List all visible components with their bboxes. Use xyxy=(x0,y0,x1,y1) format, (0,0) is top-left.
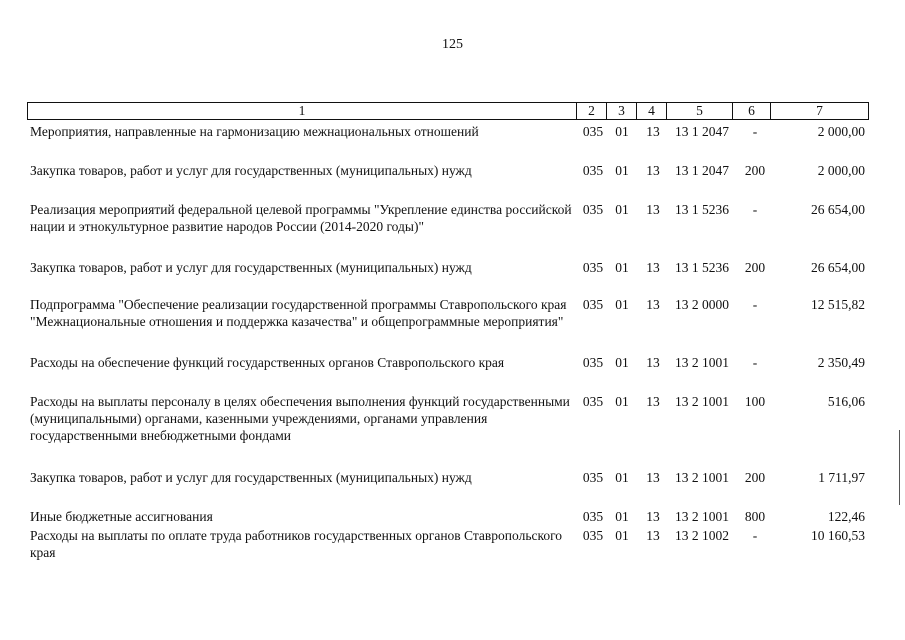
row-amount: 10 160,53 xyxy=(811,528,865,543)
row-code-expense-type: 200 xyxy=(744,260,766,275)
row-code-target: 13 2 1001 xyxy=(675,355,729,370)
column-header-row xyxy=(28,103,869,120)
row-code-expense-type: - xyxy=(752,297,758,312)
row-code-subsection: 13 xyxy=(646,528,660,543)
row-amount: 12 515,82 xyxy=(811,297,865,312)
row-code-expense-type: - xyxy=(752,124,758,139)
row-description: Расходы на обеспечение функций государственных органов Ставропольского края xyxy=(30,355,505,370)
row-code-subsection: 13 xyxy=(646,124,660,139)
column-header-1: 1 xyxy=(28,103,577,120)
column-header-7: 7 xyxy=(771,103,869,120)
row-code-ministry: 035 xyxy=(582,202,604,217)
page-number: 125 xyxy=(442,37,463,52)
row-amount: 26 654,00 xyxy=(811,260,865,275)
row-code-subsection: 13 xyxy=(646,509,660,524)
row-amount: 1 711,97 xyxy=(818,470,865,485)
row-code-target: 13 1 2047 xyxy=(675,163,729,178)
row-description: Закупка товаров, работ и услуг для государственных (муниципальных) нужд xyxy=(30,470,472,485)
scan-margin-line xyxy=(899,430,900,505)
row-amount: 122,46 xyxy=(827,509,865,524)
column-header-3: 3 xyxy=(607,103,637,120)
row-code-target: 13 1 5236 xyxy=(675,260,729,275)
column-header-table xyxy=(27,102,869,120)
column-header-2: 2 xyxy=(577,103,607,120)
row-description: Закупка товаров, работ и услуг для государственных (муниципальных) нужд xyxy=(30,163,472,178)
row-code-subsection: 13 xyxy=(646,163,660,178)
row-code-expense-type: - xyxy=(752,202,758,217)
row-description: Расходы на выплаты персоналу в целях обеспечения выполнения функций государственными (муниципальными) органами, казенными учреждениями, органами управления государственными внебюджетными фондами xyxy=(30,394,570,443)
row-amount: 2 000,00 xyxy=(817,124,865,139)
row-code-subsection: 13 xyxy=(646,202,660,217)
row-code-section: 01 xyxy=(615,355,629,370)
row-code-target: 13 1 5236 xyxy=(675,202,729,217)
row-description: Закупка товаров, работ и услуг для государственных (муниципальных) нужд xyxy=(30,260,472,275)
row-code-target: 13 2 1001 xyxy=(675,394,729,409)
row-code-section: 01 xyxy=(615,202,629,217)
row-code-expense-type: 200 xyxy=(744,470,766,485)
row-description: Иные бюджетные ассигнования xyxy=(30,509,213,524)
row-description: Подпрограмма "Обеспечение реализации государственной программы Ставропольского края "Межнациональные отношения и поддержка казачества" и общепрограммные мероприятия" xyxy=(30,297,567,329)
row-description: Мероприятия, направленные на гармонизацию межнациональных отношений xyxy=(30,124,479,139)
column-header-5: 5 xyxy=(667,103,733,120)
row-code-subsection: 13 xyxy=(646,355,660,370)
row-code-target: 13 2 0000 xyxy=(675,297,729,312)
row-code-target: 13 2 1002 xyxy=(675,528,729,543)
row-code-expense-type: - xyxy=(752,355,758,370)
row-code-section: 01 xyxy=(615,394,629,409)
column-header-4: 4 xyxy=(637,103,667,120)
row-amount: 516,06 xyxy=(827,394,865,409)
row-code-expense-type: 800 xyxy=(744,509,766,524)
row-code-ministry: 035 xyxy=(582,528,604,543)
row-code-ministry: 035 xyxy=(582,470,604,485)
row-code-section: 01 xyxy=(615,163,629,178)
row-description: Расходы на выплаты по оплате труда работников государственных органов Ставропольского края xyxy=(30,528,563,560)
row-code-ministry: 035 xyxy=(582,260,604,275)
row-code-ministry: 035 xyxy=(582,509,604,524)
row-code-expense-type: - xyxy=(752,528,758,543)
row-code-ministry: 035 xyxy=(582,124,604,139)
row-amount: 2 350,49 xyxy=(817,355,865,370)
row-code-ministry: 035 xyxy=(582,163,604,178)
row-code-subsection: 13 xyxy=(646,470,660,485)
row-code-expense-type: 100 xyxy=(744,394,766,409)
row-description: Реализация мероприятий федеральной целевой программы "Укрепление единства российской нации и этнокультурное развитие народов России (2014-2020 годы)" xyxy=(30,202,572,234)
row-code-target: 13 2 1001 xyxy=(675,470,729,485)
row-code-subsection: 13 xyxy=(646,260,660,275)
row-code-section: 01 xyxy=(615,260,629,275)
row-code-target: 13 1 2047 xyxy=(675,124,729,139)
row-code-section: 01 xyxy=(615,528,629,543)
row-code-ministry: 035 xyxy=(582,394,604,409)
row-code-ministry: 035 xyxy=(582,355,604,370)
row-code-ministry: 035 xyxy=(582,297,604,312)
row-code-section: 01 xyxy=(615,124,629,139)
row-amount: 26 654,00 xyxy=(811,202,865,217)
row-code-expense-type: 200 xyxy=(744,163,766,178)
row-code-subsection: 13 xyxy=(646,297,660,312)
column-header-6: 6 xyxy=(733,103,771,120)
row-code-section: 01 xyxy=(615,297,629,312)
row-amount: 2 000,00 xyxy=(817,163,865,178)
row-code-section: 01 xyxy=(615,509,629,524)
row-code-section: 01 xyxy=(615,470,629,485)
row-code-subsection: 13 xyxy=(646,394,660,409)
row-code-target: 13 2 1001 xyxy=(675,509,729,524)
